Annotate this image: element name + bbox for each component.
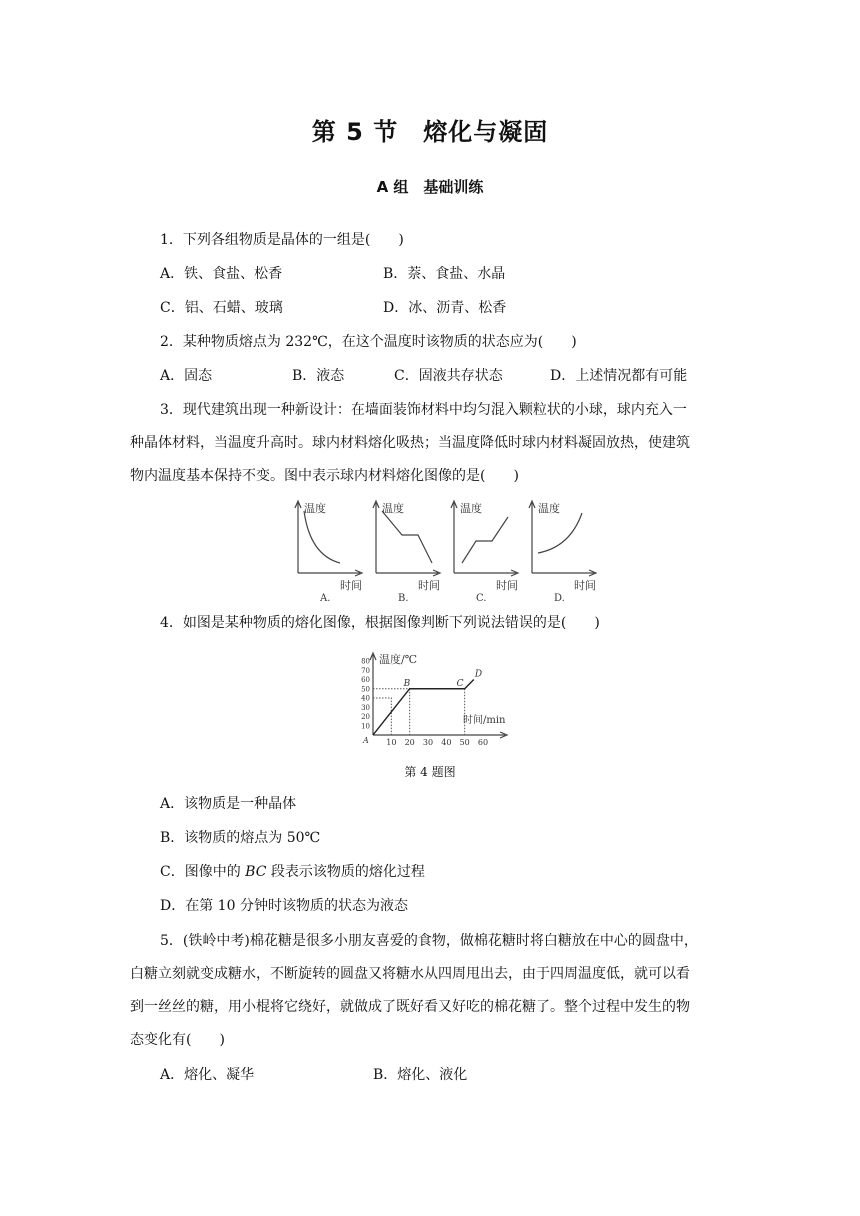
x-tick-label: 10 xyxy=(386,738,397,747)
q2-stem: 2．某种物质熔点为 232℃，在这个温度时该物质的状态应为( ) xyxy=(160,334,577,350)
x-tick-label: 30 xyxy=(422,738,434,747)
q4-ylabel: 温度/℃ xyxy=(379,653,418,666)
graph-b-xlabel: 时间 xyxy=(418,579,440,592)
q2-option-d: D．上述情况都有可能 xyxy=(550,368,688,384)
q4-option-d: D．在第 10 分钟时该物质的状态为液态 xyxy=(160,898,408,914)
q4-xlabel: 时间/min xyxy=(463,715,506,726)
x-tick-label: 60 xyxy=(477,738,489,747)
point-label-d: D xyxy=(474,669,483,680)
graph-b-ylabel: 温度 xyxy=(382,502,404,515)
y-tick-label: 60 xyxy=(361,676,370,684)
y-tick-label: 20 xyxy=(361,713,370,721)
q3-line1: 3．现代建筑出现一种新设计：在墙面装饰材料中均匀混入颗粒状的小球，球内充入一 xyxy=(160,402,687,418)
q2-option-b: B．液态 xyxy=(292,368,345,384)
point-label-c: C xyxy=(456,678,464,689)
q5-line3: 到一丝丝的糖，用小棍将它绕好，就做成了既好看又好吃的棉花糖了。整个过程中发生的物 xyxy=(130,999,690,1015)
y-tick-label: 40 xyxy=(361,694,370,703)
graph-d-ylabel: 温度 xyxy=(538,502,560,515)
q1-option-d: D．冰、沥青、松香 xyxy=(383,300,507,316)
q5-line1: 5．(铁岭中考)棉花糖是很多小朋友喜爱的食物，做棉花糖时将白糖放在中心的圆盘中， xyxy=(160,933,698,949)
q4-option-a: A．该物质是一种晶体 xyxy=(160,796,297,812)
q2-option-c: C．固液共存状态 xyxy=(394,368,503,384)
q4-origin-label: A xyxy=(363,736,369,745)
graph-c-ylabel: 温度 xyxy=(460,502,482,515)
q3-graphs-figure xyxy=(290,495,600,603)
y-tick-label: 10 xyxy=(361,722,370,731)
y-tick-label: 80 xyxy=(361,657,370,666)
q5-option-a: A．熔化、凝华 xyxy=(160,1067,255,1083)
section-heading: A 组 基础训练 xyxy=(376,178,484,196)
page-title: 第 5 节 熔化与凝固 xyxy=(311,118,549,146)
q4-figure-caption: 第 4 题图 xyxy=(404,765,456,779)
q3-line3: 物内温度基本保持不变。图中表示球内材料熔化图像的是( ) xyxy=(130,468,519,484)
y-tick-label: 50 xyxy=(361,685,370,694)
graph-d-label: D. xyxy=(554,593,565,603)
q1-option-a: A．铁、食盐、松香 xyxy=(160,266,283,282)
q5-line4: 态变化有( ) xyxy=(130,1032,225,1048)
graph-a-label: A. xyxy=(320,593,331,603)
y-tick-label: 30 xyxy=(361,703,370,712)
x-tick-label: 20 xyxy=(404,738,415,747)
q4-stem: 4．如图是某种物质的熔化图像，根据图像判断下列说法错误的是( ) xyxy=(160,615,600,631)
q2-option-a: A．固态 xyxy=(160,368,213,384)
x-tick-label: 40 xyxy=(441,738,452,747)
q4-option-c: C．图像中的 BC 段表示该物质的熔化过程 xyxy=(160,864,425,880)
q5-option-b: B．熔化、液化 xyxy=(373,1067,468,1083)
point-label-b: B xyxy=(403,678,411,689)
q5-line2: 白糖立刻就变成糖水，不断旋转的圆盘又将糖水从四周甩出去，由于四周温度低，就可以看 xyxy=(130,966,690,982)
graph-c-label: C. xyxy=(476,593,487,603)
graph-b-label: B. xyxy=(398,593,409,603)
q4-melting-chart xyxy=(355,643,525,748)
guide-10min xyxy=(373,698,391,735)
q4-option-b: B．该物质的熔点为 50℃ xyxy=(160,830,321,846)
y-tick-label: 70 xyxy=(361,666,370,675)
q1-option-b: B．萘、食盐、水晶 xyxy=(383,266,506,282)
q1-stem: 1．下列各组物质是晶体的一组是( ) xyxy=(160,232,404,248)
graph-d-xlabel: 时间 xyxy=(574,579,596,592)
x-tick-label: 50 xyxy=(459,738,470,747)
q3-line2: 种晶体材料，当温度升高时。球内材料熔化吸热；当温度降低时球内材料凝固放热，使建筑 xyxy=(130,435,690,451)
graph-a-xlabel: 时间 xyxy=(340,579,362,592)
q1-option-c: C．铝、石蜡、玻璃 xyxy=(160,300,283,316)
graph-c-xlabel: 时间 xyxy=(496,579,518,592)
graph-a-ylabel: 温度 xyxy=(304,502,326,515)
